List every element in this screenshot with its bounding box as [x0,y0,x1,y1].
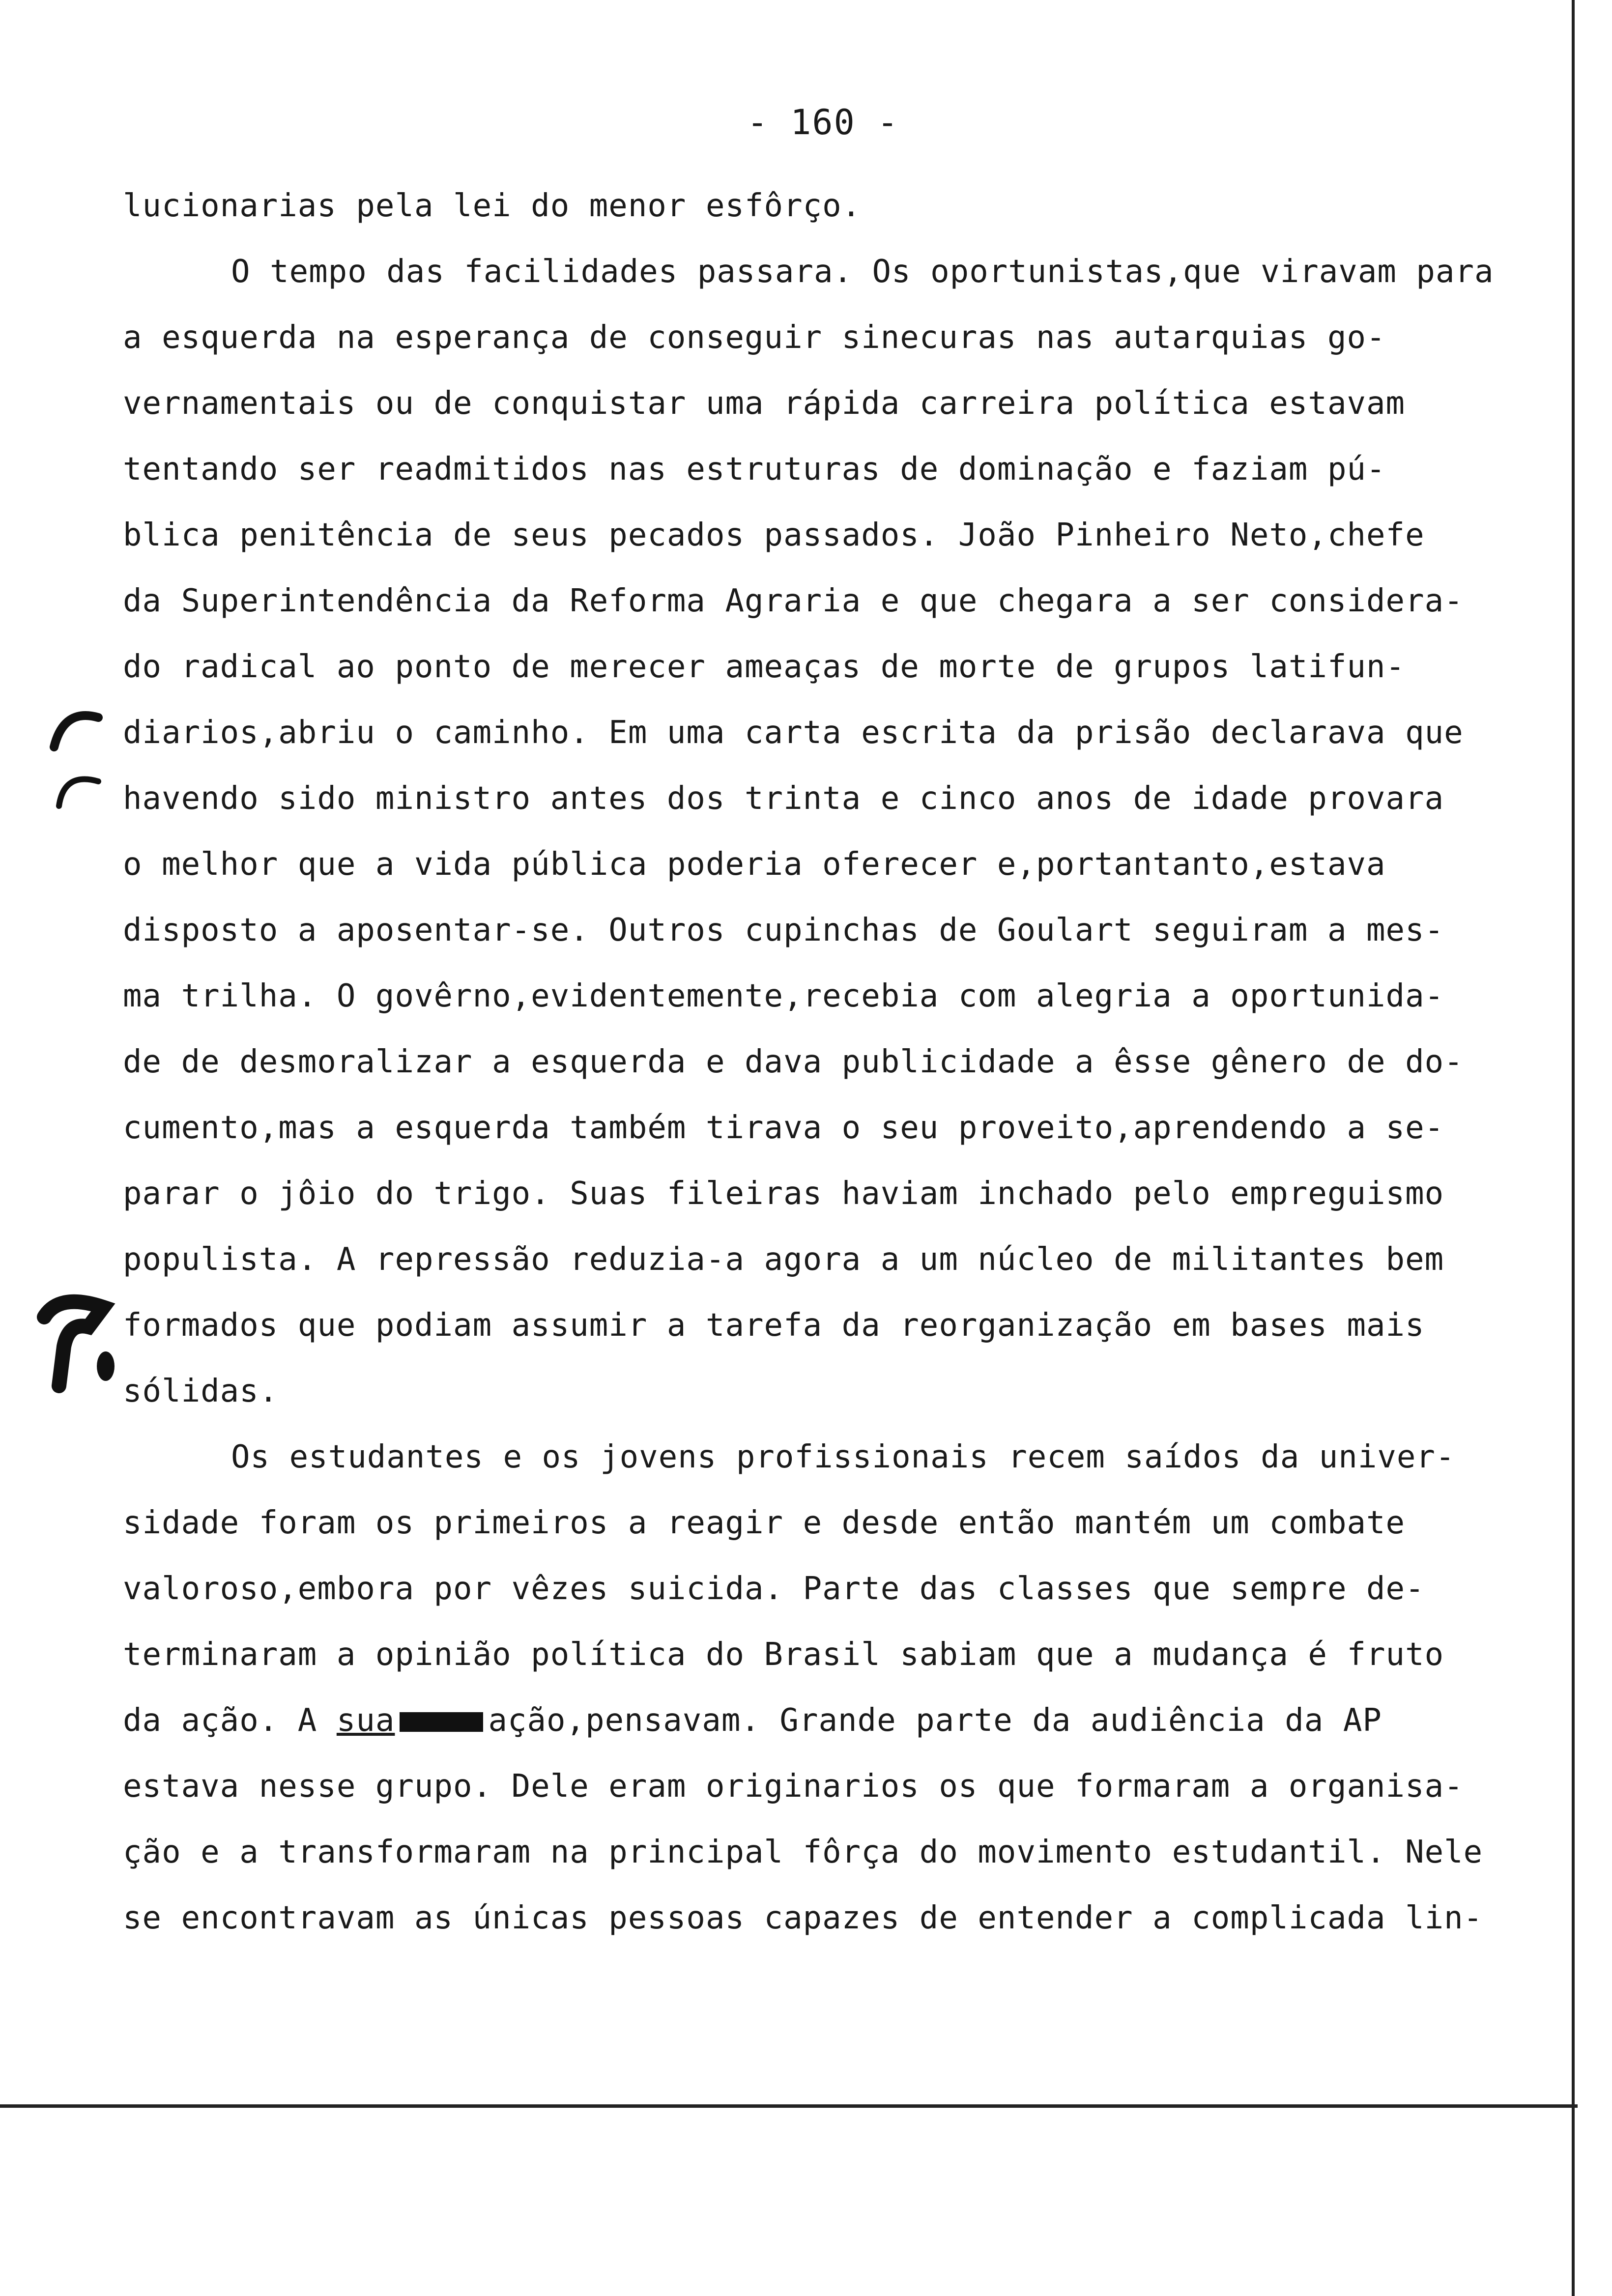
text-line: terminaram a opinião política do Brasil sabiam que a mudança é fruto [123,1636,1444,1673]
text-line: se encontravam as únicas pessoas capazes de entender a complicada lin- [123,1900,1483,1936]
text-line: valoroso,embora por vêzes suicida. Parte das classes que sempre de- [123,1571,1425,1607]
text-line: vernamentais ou de conquistar uma rápida carreira política estavam [123,385,1406,422]
document-body [123,173,1548,1951]
redaction-mark [400,1712,483,1732]
text-line: de de desmoralizar a esquerda e dava publicidade a êsse gênero de do- [123,1044,1464,1080]
page-number: - 160 - [747,102,899,143]
text-line: lucionarias pela lei do menor esfôrço. [123,188,862,224]
text-line: diarios,abriu o caminho. Em uma carta escrita da prisão declarava que [123,715,1464,751]
margin-bracket-mark [44,698,113,826]
text-line: havendo sido ministro antes dos trinta e cinco anos de idade provara [123,780,1444,817]
text-line: ção e a transformaram na principal fôrça do movimento estudantil. Nele [123,1834,1483,1870]
margin-bracket-mark [29,1288,118,1396]
page-border-right [1572,0,1575,2296]
text-line: disposto a aposentar-se. Outros cupinchas de Goulart seguiram a mes- [123,912,1444,948]
text-line: do radical ao ponto de merecer ameaças de morte de grupos latifun- [123,649,1406,685]
text-line: sólidas. [123,1373,279,1409]
text-fragment: ação,pensavam. Grande parte da audiência da AP [488,1702,1382,1739]
text-line: tentando ser readmitidos nas estruturas de dominação e faziam pú- [123,451,1386,488]
text-line: formados que podiam assumir a tarefa da reorganização em bases mais [123,1307,1425,1344]
text-line: ma trilha. O govêrno,evidentemente,recebia com alegria a oportunida- [123,978,1444,1014]
text-line: a esquerda na esperança de conseguir sinecuras nas autarquias go- [123,319,1386,356]
text-line: o melhor que a vida pública poderia oferecer e,portantanto,estava [123,846,1386,883]
text-line: populista. A repressão reduzia-a agora a um núcleo de militantes bem [123,1241,1444,1278]
text-line: blica penitência de seus pecados passados. João Pinheiro Neto,chefe [123,517,1425,553]
underlined-word: sua [336,1702,395,1739]
text-line: cumento,mas a esquerda também tirava o seu proveito,aprendendo a se- [123,1110,1444,1146]
text-line: O tempo das facilidades passara. Os oportunistas,que viravam para [231,254,1494,290]
text-line: parar o jôio do trigo. Suas fileiras haviam inchado pelo empreguismo [123,1176,1444,1212]
text-line: da Superintendência da Reforma Agraria e que chegara a ser considera- [123,583,1464,619]
text-line: estava nesse grupo. Dele eram originarios os que formaram a organisa- [123,1768,1464,1805]
text-fragment: da ação. A [123,1702,317,1739]
text-line: sidade foram os primeiros a reagir e desde então mantém um combate [123,1505,1406,1541]
text-line-with-redaction [123,1688,1548,1753]
page-bottom-rule [0,2104,1578,2108]
text-line: Os estudantes e os jovens profissionais recem saídos da univer- [231,1439,1455,1475]
